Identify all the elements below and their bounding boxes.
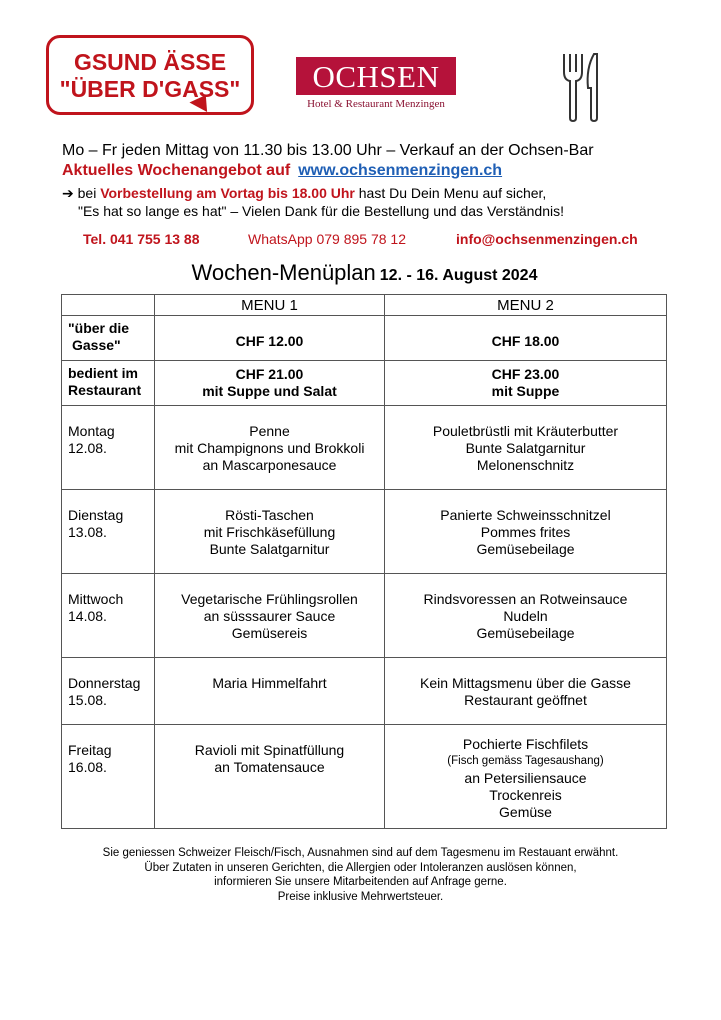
menu-2-dish: Rindsvoressen an Rotweinsauce Nudeln Gemüsebeilage bbox=[385, 574, 667, 658]
logo-subtitle: Hotel & Restaurant Menzingen bbox=[307, 98, 445, 110]
day-cell: Mittwoch 14.08. bbox=[62, 574, 155, 658]
menu-1-dish: Maria Himmelfahrt bbox=[155, 658, 385, 725]
preorder-line bbox=[62, 185, 546, 202]
day-row-monday bbox=[62, 406, 667, 490]
header-menu-1: MENU 1 bbox=[155, 295, 385, 316]
day-row-thursday bbox=[62, 658, 667, 725]
footer-line: Sie geniessen Schweizer Fleisch/Fisch, Ausnahmen sind auf dem Tagesmenu im Restauant erwähnt. bbox=[102, 847, 619, 859]
footer-line: informieren Sie unsere Mitarbeitenden auf Anfrage gerne. bbox=[214, 876, 507, 888]
price-menu-2: CHF 23.00 mit Suppe bbox=[385, 361, 667, 406]
day-cell: Montag 12.08. bbox=[62, 406, 155, 490]
day-cell: Dienstag 13.08. bbox=[62, 490, 155, 574]
footer-notes bbox=[0, 846, 721, 904]
fork-knife-icon bbox=[560, 50, 602, 124]
email-address[interactable]: info@ochsenmenzingen.ch bbox=[456, 231, 638, 247]
day-row-tuesday bbox=[62, 490, 667, 574]
table-header-row bbox=[62, 295, 667, 316]
price-row-gasse bbox=[62, 316, 667, 361]
right-arrow-icon: ➔ bbox=[62, 185, 74, 201]
header-empty-cell bbox=[62, 295, 155, 316]
day-row-friday bbox=[62, 725, 667, 829]
whatsapp-number[interactable]: WhatsApp 079 895 78 12 bbox=[248, 231, 407, 247]
phone-number[interactable]: Tel. 041 755 13 88 bbox=[83, 231, 200, 247]
menu-1-dish: Ravioli mit Spinatfüllung an Tomatensauce bbox=[155, 725, 385, 829]
menu-1-dish: Vegetarische Frühlingsrollen an süsssaurer Sauce Gemüsereis bbox=[155, 574, 385, 658]
day-cell: Freitag 16.08. bbox=[62, 725, 155, 829]
price-row-restaurant bbox=[62, 361, 667, 406]
menu-table bbox=[61, 294, 667, 829]
menu-1-dish: Rösti-Taschen mit Frischkäsefüllung Bunte Salatgarnitur bbox=[155, 490, 385, 574]
preorder-highlight: Vorbestellung am Vortag bis 18.00 Uhr bbox=[100, 185, 355, 201]
website-link[interactable]: www.ochsenmenzingen.ch bbox=[298, 162, 503, 179]
price-menu-2: CHF 18.00 bbox=[385, 316, 667, 361]
logo-name: OCHSEN bbox=[296, 57, 456, 95]
plan-title-main: Wochen-Menüplan bbox=[191, 260, 376, 285]
availability-note: "Es hat so lange es hat" – Vielen Dank für die Bestellung und das Verständnis! bbox=[78, 203, 564, 219]
gsund-aesse-badge bbox=[46, 35, 254, 115]
plan-title bbox=[0, 260, 721, 286]
badge-line-1: GSUND ÄSSE bbox=[73, 49, 227, 75]
menu-2-dish: Pochierte Fischfilets (Fisch gemäss Tagesaushang) an Petersiliensauce Trockenreis Gemüse bbox=[385, 725, 667, 829]
ochsen-logo bbox=[296, 57, 456, 110]
menu-2-dish: Panierte Schweinsschnitzel Pommes frites Gemüsebeilage bbox=[385, 490, 667, 574]
price-menu-1: CHF 21.00 mit Suppe und Salat bbox=[155, 361, 385, 406]
footer-line: Über Zutaten in unseren Gerichten, die Allergien oder Intoleranzen auslösen können, bbox=[144, 861, 577, 874]
plan-dates: 12. - 16. August 2024 bbox=[379, 267, 538, 284]
menu-2-dish: Pouletbrüstli mit Kräuterbutter Bunte Salatgarnitur Melonenschnitz bbox=[385, 406, 667, 490]
menu-1-dish: Penne mit Champignons und Brokkoli an Mascarponesauce bbox=[155, 406, 385, 490]
day-row-wednesday bbox=[62, 574, 667, 658]
opening-hours: Mo – Fr jeden Mittag von 11.30 bis 13.00 Uhr – Verkauf an der Ochsen-Bar bbox=[62, 142, 594, 159]
menu-2-dish: Kein Mittagsmenu über die Gasse Restaurant geöffnet bbox=[385, 658, 667, 725]
price-menu-1: CHF 12.00 bbox=[155, 316, 385, 361]
price-label: "über die Gasse" bbox=[62, 316, 155, 361]
weekly-offer-label: Aktuelles Wochenangebot auf bbox=[62, 162, 291, 179]
day-cell: Donnerstag 15.08. bbox=[62, 658, 155, 725]
preorder-pre: bei bbox=[73, 185, 101, 201]
weekly-offer-line bbox=[62, 162, 502, 180]
price-label: bedient im Restaurant bbox=[62, 361, 155, 406]
preorder-post: hast Du Dein Menu auf sicher, bbox=[354, 185, 547, 201]
header-menu-2: MENU 2 bbox=[385, 295, 667, 316]
badge-line-2: "ÜBER D'GASS" bbox=[59, 76, 241, 102]
footer-line: Preise inklusive Mehrwertsteuer. bbox=[277, 890, 444, 903]
